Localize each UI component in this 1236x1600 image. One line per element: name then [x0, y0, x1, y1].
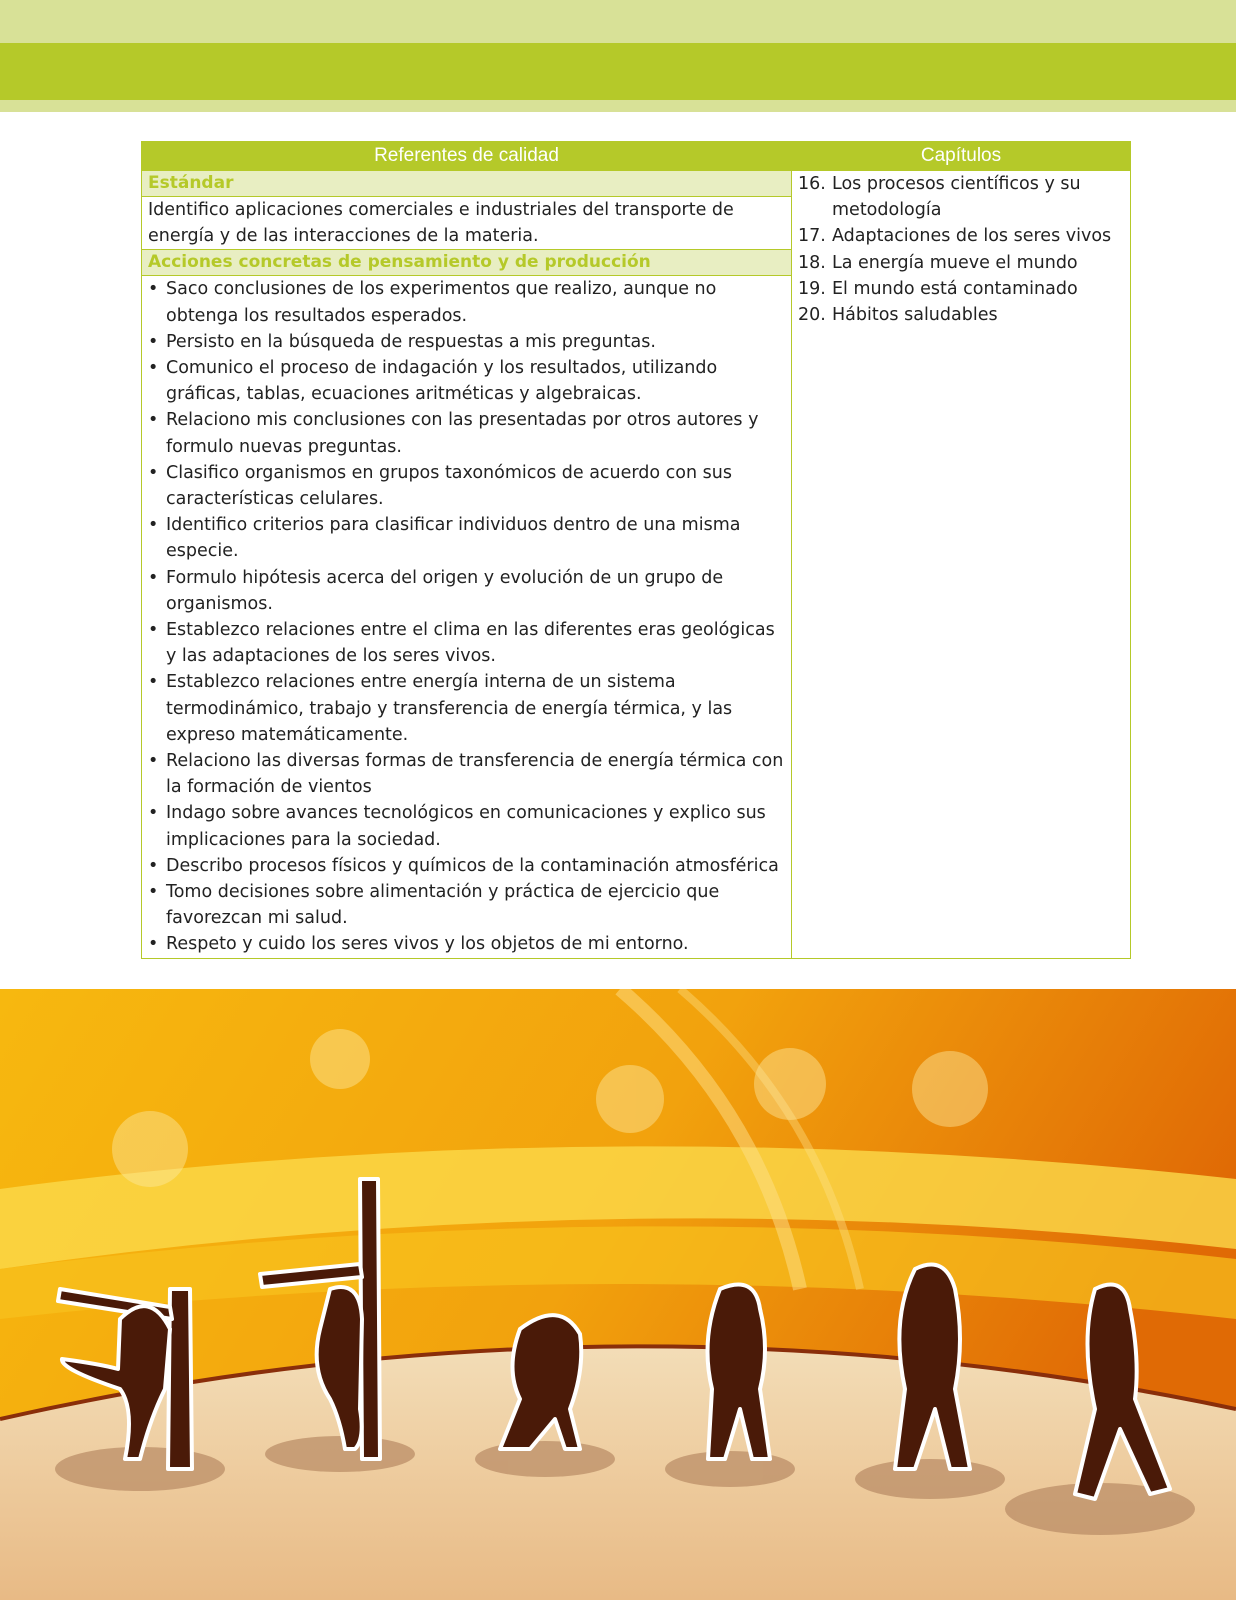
quality-referents-table [141, 141, 1131, 959]
action-item: • Relaciono mis conclusiones con las presentadas por otros autores y formulo nuevas preguntas. [148, 407, 785, 459]
standard-text: Identifico aplicaciones comerciales e industriales del transporte de energía y de las interacciones de la materia. [142, 197, 792, 250]
action-item: • Tomo decisiones sobre alimentación y práctica de ejercicio que favorezcan mi salud. [148, 879, 785, 931]
chapter-item [798, 171, 1124, 223]
action-item: • Describo procesos físicos y químicos de la contaminación atmosférica [148, 853, 785, 879]
chapter-list [798, 171, 1124, 328]
action-item: • Clasifico organismos en grupos taxonómicos de acuerdo con sus características celulares. [148, 460, 785, 512]
chapter-number: 16. [798, 174, 826, 194]
chapter-item [798, 223, 1124, 249]
actions-heading: Acciones concretas de pensamiento y de producción [142, 250, 792, 276]
header-band-light [0, 0, 1236, 43]
chapter-item [798, 302, 1124, 328]
action-item: • Formulo hipótesis acerca del origen y evolución de un grupo de organismos. [148, 565, 785, 617]
action-item: • Comunico el proceso de indagación y los resultados, utilizando gráficas, tablas, ecuaciones aritméticas y algebraicas. [148, 355, 785, 407]
chapter-number: 19. [798, 278, 826, 299]
chapters-cell [792, 171, 1131, 959]
chapter-number: 20. [798, 305, 826, 326]
chapter-number: 18. [798, 252, 826, 273]
action-item: • Indago sobre avances tecnológicos en comunicaciones y explico sus implicaciones para la sociedad. [148, 800, 785, 852]
action-item: • Identifico criterios para clasificar individuos dentro de una misma especie. [148, 512, 785, 564]
header-referentes: Referentes de calidad [142, 142, 792, 171]
action-item: • Respeto y cuido los seres vivos y los objetos de mi entorno. [148, 931, 785, 957]
chapter-item [798, 276, 1124, 302]
chapter-number: 17. [798, 226, 826, 247]
actions-list [148, 276, 785, 957]
chapter-title: Hábitos saludables [832, 305, 998, 326]
chapter-title: Los procesos científicos y su metodología [832, 174, 1081, 221]
chapter-title: Adaptaciones de los seres vivos [832, 226, 1112, 247]
action-item: • Establezco relaciones entre energía interna de un sistema termodinámico, trabajo y transferencia de energía térmica, y las expreso matemáticamente. [148, 669, 785, 748]
actions-cell [142, 276, 792, 958]
chapter-title: El mundo está contaminado [832, 278, 1078, 299]
chapter-item [798, 250, 1124, 276]
standard-heading: Estándar [142, 171, 792, 197]
action-item: • Relaciono las diversas formas de transferencia de energía térmica con la formación de vientos [148, 748, 785, 800]
action-item: • Saco conclusiones de los experimentos que realizo, aunque no obtenga los resultados esperados. [148, 276, 785, 328]
action-item: • Persisto en la búsqueda de respuestas a mis preguntas. [148, 329, 785, 355]
header-band-dark [0, 43, 1236, 100]
action-item: • Establezco relaciones entre el clima en las diferentes eras geológicas y las adaptaciones de los seres vivos. [148, 617, 785, 669]
header-band-thin [0, 100, 1236, 112]
evolution-illustration [0, 989, 1236, 1600]
header-capitulos: Capítulos [792, 142, 1131, 171]
chapter-title: La energía mueve el mundo [832, 252, 1078, 273]
